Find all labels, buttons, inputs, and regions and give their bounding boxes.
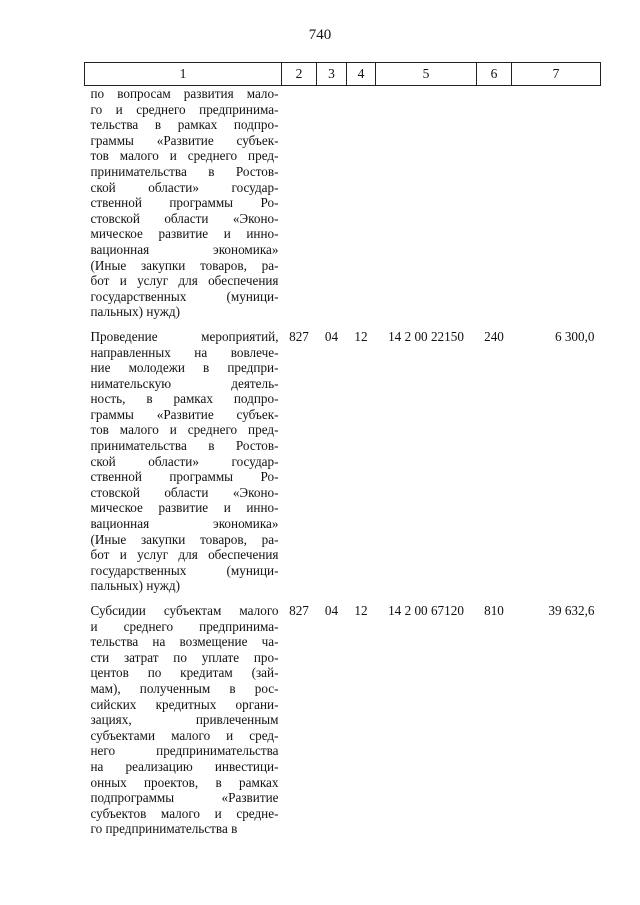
description-line: субъектами малого и сред- xyxy=(90,727,279,743)
header-col-6: 6 xyxy=(477,63,512,86)
description-line: тельства на возмещение ча- xyxy=(90,634,279,650)
description-line: бот и услуг для обеспечения xyxy=(90,273,279,289)
amount-value xyxy=(512,86,601,320)
description-line: вационная экономика» xyxy=(90,516,279,532)
header-col-3: 3 xyxy=(317,63,347,86)
description-line: го и среднего предпринима- xyxy=(90,101,279,117)
description-line: бот и услуг для обеспечения xyxy=(90,547,279,563)
description-line: граммы «Развитие субъек- xyxy=(90,132,279,148)
table-header xyxy=(85,63,601,86)
description-line: него предпринимательства xyxy=(90,743,279,759)
amount-value: 6 300,0 xyxy=(554,328,595,344)
description-line: принимательства в Ростов- xyxy=(90,163,279,179)
description-line: нимательскую деятель- xyxy=(90,375,279,391)
subsection-code xyxy=(347,86,376,320)
description-line: сийских кредитных органи- xyxy=(90,696,279,712)
row-description xyxy=(85,320,282,594)
description-line: граммы «Развитие субъек- xyxy=(90,406,279,422)
description-line: стовской области «Эконо- xyxy=(90,484,279,500)
description-line: (Иные закупки товаров, ра- xyxy=(90,531,279,547)
description-line: ской области» государ- xyxy=(90,453,279,469)
description-line: тельства в рамках подпро- xyxy=(90,117,279,133)
description-line: мическое развитие и инно- xyxy=(90,500,279,516)
header-col-7: 7 xyxy=(512,63,601,86)
description-line: тов малого и среднего пред- xyxy=(90,148,279,164)
description-line: на реализацию инвестици- xyxy=(90,758,279,774)
section-code: 04 xyxy=(324,328,339,344)
subsection-code: 12 xyxy=(354,603,368,618)
description-line: го предпринимательства в xyxy=(90,821,238,837)
description-line: по вопросам развития мало- xyxy=(90,86,279,101)
description-line: мическое развитие и инно- xyxy=(90,226,279,242)
subsection-code: 12 xyxy=(354,328,368,344)
table-row xyxy=(85,594,601,837)
ministry-code: 827 xyxy=(289,603,309,618)
description-line: ской области» государ- xyxy=(90,179,279,195)
header-col-1: 1 xyxy=(85,63,282,86)
description-line: онных проектов, в рамках xyxy=(90,774,279,790)
ministry-code: 827 xyxy=(289,328,309,344)
page-number: 740 xyxy=(308,27,332,43)
description-line: стовской области «Эконо- xyxy=(90,210,279,226)
header-row xyxy=(85,63,601,86)
header-col-4: 4 xyxy=(347,63,376,86)
description-line: тов малого и среднего пред- xyxy=(90,422,279,438)
table-row xyxy=(85,320,601,594)
description-line: ственной программы Ро- xyxy=(90,469,279,485)
amount-value: 39 632,6 xyxy=(548,603,595,618)
budget-table xyxy=(84,62,601,837)
description-line: ние молодежи в предпри- xyxy=(90,360,279,376)
description-line: государственных (муници- xyxy=(90,562,279,578)
description-line: Субсидии субъектам малого xyxy=(90,603,279,618)
target-article-code xyxy=(376,86,477,320)
description-line: зациях, привлеченным xyxy=(90,712,279,728)
description-line: Проведение мероприятий, xyxy=(90,328,279,344)
expense-type-code: 240 xyxy=(484,328,504,344)
description-line: направленных на вовлече- xyxy=(90,344,279,360)
description-line: ность, в рамках подпро- xyxy=(90,391,279,407)
table-row xyxy=(85,86,601,320)
description-line: центов по кредитам (зай- xyxy=(90,665,279,681)
description-line: ственной программы Ро- xyxy=(90,195,279,211)
section-code xyxy=(317,86,347,320)
description-line: сти затрат по уплате про- xyxy=(90,649,279,665)
expense-type-code: 810 xyxy=(484,603,504,618)
target-article-code: 14 2 00 22150 xyxy=(388,328,464,344)
description-line: пальных) нужд) xyxy=(90,578,181,594)
description-line: и среднего предпринима- xyxy=(90,618,279,634)
description-line: государственных (муници- xyxy=(90,288,279,304)
description-line: подпрограммы «Развитие xyxy=(90,790,279,806)
ministry-code xyxy=(282,86,317,320)
description-line: пальных) нужд) xyxy=(90,304,181,320)
row-description xyxy=(85,86,282,320)
header-col-5: 5 xyxy=(376,63,477,86)
expense-type-code xyxy=(477,86,512,320)
section-code: 04 xyxy=(324,603,339,618)
target-article-code: 14 2 00 67120 xyxy=(388,603,464,618)
description-line: мам), полученным в рос- xyxy=(90,680,279,696)
table-body xyxy=(85,86,601,837)
description-line: (Иные закупки товаров, ра- xyxy=(90,257,279,273)
description-line: вационная экономика» xyxy=(90,241,279,257)
header-col-2: 2 xyxy=(282,63,317,86)
row-description xyxy=(85,594,282,837)
description-line: принимательства в Ростов- xyxy=(90,438,279,454)
description-line: субъектов малого и средне- xyxy=(90,805,279,821)
